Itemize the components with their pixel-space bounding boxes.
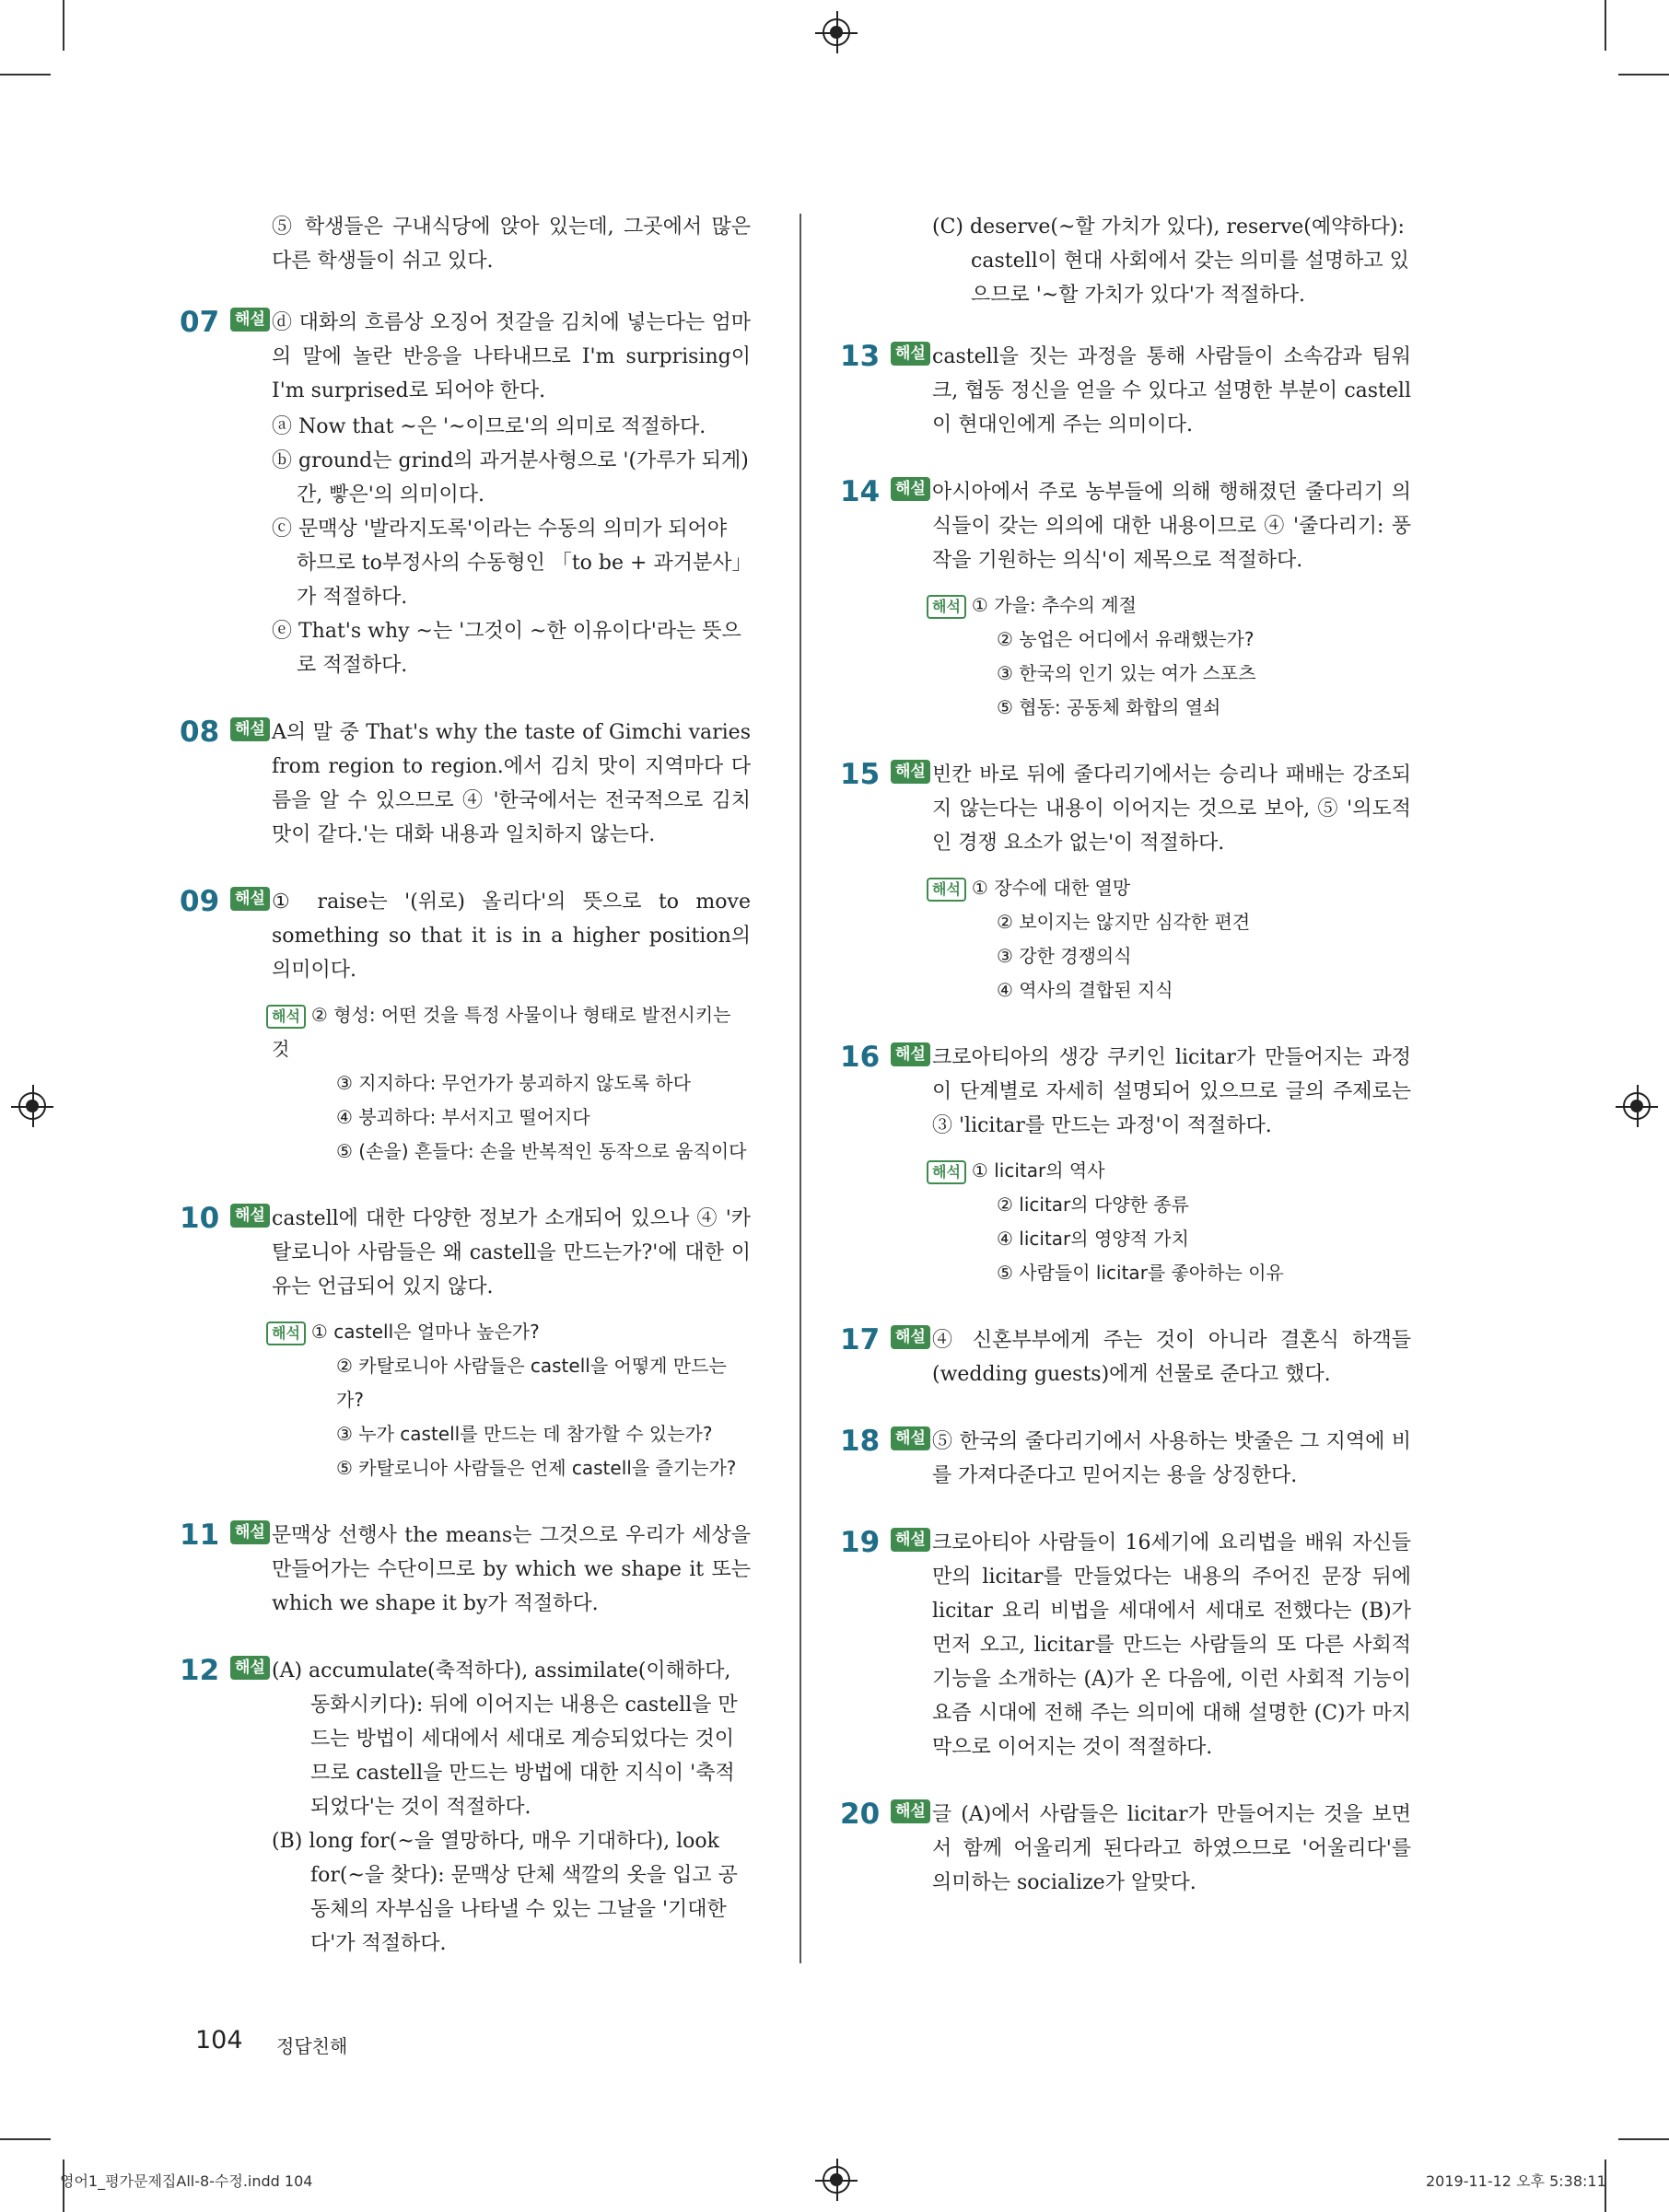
- question-19: [840, 1526, 1411, 1764]
- question-number: 16: [840, 1041, 881, 1074]
- question-number: 14: [840, 475, 881, 508]
- option-translation: ② licitar의 다양한 종류: [997, 1193, 1189, 1216]
- question-number: 13: [840, 340, 881, 373]
- right-column: [840, 210, 1411, 1933]
- crop-mark: [1605, 0, 1606, 51]
- answer-text: ⑤ 한국의 줄다리기에서 사용하는 밧줄은 그 지역에 비를 가져다준다고 믿어지는 용을 상징한다.: [932, 1430, 1411, 1487]
- explanation-badge: 해설: [891, 342, 930, 366]
- answer-text: A의 말 중 That's why the taste of Gimchi varies from region to region.에서 김치 맛이 지역마다 다름을 알 수 있으므로 ④ '한국에서는 전국적으로 김치 맛이 같다.'는 대화 내용과 일치하지 않는다.: [272, 721, 751, 846]
- option-translation: ③ 한국의 인기 있는 여가 스포츠: [997, 662, 1256, 684]
- question-number: 18: [840, 1425, 881, 1458]
- option-translation: ① 장수에 대한 열망: [971, 877, 1131, 899]
- question-20: [840, 1798, 1411, 1900]
- option-translation: ③ 지지하다: 무언가가 붕괴하지 않도록 하다: [336, 1072, 691, 1094]
- explanation-badge: 해설: [891, 1325, 930, 1349]
- explanation-badge: 해설: [230, 1520, 270, 1544]
- question-15: [840, 758, 1411, 1007]
- sub-point: (C) deserve(~할 가치가 있다), reserve(예약하다): castell이 현대 사회에서 갖는 의미를 설명하고 있으므로 '~할 가치가 있다'가 적절하다.: [932, 215, 1409, 307]
- translation-badge: 해석: [266, 1005, 306, 1029]
- page-number: 104: [195, 2026, 243, 2055]
- option-translation: ① 가을: 추수의 계절: [971, 594, 1137, 616]
- option-translation: ② 카탈로니아 사람들은 castell을 어떻게 만드는가?: [336, 1355, 727, 1411]
- explanation-badge: 해설: [230, 1204, 270, 1228]
- question-10: [180, 1202, 751, 1485]
- question-16: [840, 1041, 1411, 1290]
- crop-mark: [0, 2138, 51, 2140]
- option-translation: ② 보이지는 않지만 심각한 편견: [997, 911, 1251, 933]
- option-translation: ③ 누가 castell를 만드는 데 참가할 수 있는가?: [336, 1423, 713, 1445]
- answer-text: ⑤ 학생들은 구내식당에 앉아 있는데, 그곳에서 많은 다른 학생들이 쉬고 있다.: [272, 215, 751, 273]
- question-12: [180, 1654, 751, 1961]
- explanation-badge: 해설: [230, 887, 270, 911]
- answer-text: ① raise는 '(위로) 올리다'의 뜻으로 to move something so that it is in a higher position의 의미이다.: [272, 891, 751, 982]
- question-14: [840, 475, 1411, 725]
- sub-point: (B) long for(~을 열망하다, 매우 기대하다), look for(~을 찾다): 문맥상 단체 색깔의 옷을 입고 공동체의 자부심을 나타낼 수 있는 그날을 '기대한다'가 적절하다.: [272, 1830, 738, 1955]
- registration-mark-icon: [18, 1092, 46, 1120]
- footer-label: 정답친해: [276, 2035, 348, 2057]
- question-09: [180, 885, 751, 1169]
- question-number: 17: [840, 1323, 881, 1356]
- sub-point: ⓑ ground는 grind의 과거분사형으로 '(가루가 되게) 간, 빻은'의 의미이다.: [272, 449, 749, 506]
- option-translation: ① licitar의 역사: [971, 1159, 1105, 1182]
- answer-text: 크로아티아 사람들이 16세기에 요리법을 배워 자신들만의 licitar를 만들었다는 내용의 주어진 문장 뒤에 licitar 요리 비법을 세대에서 세대로 전했다는 (B)가 먼저 오고, licitar를 만드는 사람들의 또 다른 사회적 기능을 소개하는 (A)가 온 다음에, 이런 사회적 기능이 요즘 시대에 전해 주는 의미에 대해 설명한 (C)가 마지막으로 이어지는 것이 적절하다.: [932, 1531, 1411, 1759]
- translation-badge: 해석: [927, 878, 966, 902]
- option-translation: ④ licitar의 영양적 가치: [997, 1228, 1189, 1250]
- option-translation: ⑤ 카탈로니아 사람들은 언제 castell을 즐기는가?: [336, 1457, 737, 1479]
- question-number: 19: [840, 1526, 881, 1559]
- explanation-badge: 해설: [230, 1656, 270, 1680]
- option-translation: ② 농업은 어디에서 유래했는가?: [997, 628, 1255, 650]
- crop-mark: [1618, 74, 1669, 76]
- question-number: 08: [180, 716, 220, 749]
- question-17: [840, 1323, 1411, 1391]
- registration-mark-icon: [823, 2166, 850, 2194]
- registration-mark-icon: [1623, 1092, 1651, 1120]
- option-translation: ⑤ (손을) 흔들다: 손을 반복적인 동작으로 움직이다: [336, 1140, 747, 1162]
- explanation-badge: 해설: [891, 1799, 930, 1823]
- answer-text: 크로아티아의 생강 쿠키인 licitar가 만들어지는 과정이 단계별로 자세히 설명되어 있으므로 글의 주제로는 ③ 'licitar를 만드는 과정'이 적절하다.: [932, 1046, 1411, 1137]
- column-divider: [799, 214, 801, 1963]
- question-07: [180, 306, 751, 682]
- question-18: [840, 1425, 1411, 1493]
- explanation-badge: 해설: [891, 1426, 930, 1450]
- print-slug-timestamp: 2019-11-12 오후 5:38:11: [1426, 2172, 1606, 2190]
- sub-point: ⓔ That's why ~는 '그것이 ~한 이유이다'라는 뜻으로 적절하다.: [272, 620, 741, 677]
- sub-point: ⓒ 문맥상 '발라지도록'이라는 수동의 의미가 되어야 하므로 to부정사의 수동형인 「to be + 과거분사」가 적절하다.: [272, 518, 742, 609]
- registration-mark-icon: [823, 18, 850, 46]
- option-translation: ④ 역사의 결합된 지식: [997, 979, 1173, 1001]
- sub-point: (A) accumulate(축적하다), assimilate(이해하다, 동화시키다): 뒤에 이어지는 내용은 castell을 만드는 방법이 세대에서 세대로 계승되었다는 것이므로 castell을 만드는 방법에 대한 지식이 '축적되었다'는 것이 적절하다.: [272, 1659, 738, 1819]
- explanation-badge: 해설: [891, 760, 930, 784]
- q06-tail: [180, 210, 751, 278]
- answer-text: 문맥상 선행사 the means는 그것으로 우리가 세상을 만들어가는 수단이므로 by which we shape it 또는 which we shape it by가 적절하다.: [272, 1524, 751, 1615]
- question-number: 07: [180, 306, 220, 339]
- translation-badge: 해석: [927, 1160, 966, 1184]
- question-number: 09: [180, 885, 220, 918]
- sub-point: ⓐ Now that ~은 '~이므로'의 의미로 적절하다.: [272, 415, 706, 438]
- question-11: [180, 1519, 751, 1621]
- print-slug-filename: 영어1_평가문제집All-8-수정.indd 104: [60, 2172, 313, 2190]
- answer-text: ⓓ 대화의 흐름상 오징어 젓갈을 김치에 넣는다는 엄마의 말에 놀란 반응을 나타내므로 I'm surprising이 I'm surprised로 되어야 한다.: [272, 311, 751, 402]
- explanation-badge: 해설: [230, 717, 270, 741]
- answer-text: castell에 대한 다양한 정보가 소개되어 있으나 ④ '카탈로니아 사람들은 왜 castell을 만드는가?'에 대한 이유는 언급되어 있지 않다.: [272, 1207, 751, 1298]
- explanation-badge: 해설: [891, 477, 930, 501]
- option-translation: ② 형성: 어떤 것을 특정 사물이나 형태로 발전시키는 것: [272, 1004, 731, 1060]
- option-translation: ⑤ 사람들이 licitar를 좋아하는 이유: [997, 1262, 1284, 1284]
- question-number: 20: [840, 1798, 881, 1831]
- crop-mark: [0, 74, 51, 76]
- option-translation: ④ 붕괴하다: 부서지고 떨어지다: [336, 1106, 590, 1128]
- crop-mark: [63, 0, 64, 51]
- question-number: 15: [840, 758, 881, 791]
- question-number: 10: [180, 1202, 220, 1235]
- answer-text: ④ 신혼부부에게 주는 것이 아니라 결혼식 하객들(wedding guests)에게 선물로 준다고 했다.: [932, 1329, 1411, 1386]
- question-number: 12: [180, 1654, 220, 1687]
- explanation-badge: 해설: [891, 1042, 930, 1066]
- left-column: [180, 210, 751, 1994]
- option-translation: ③ 강한 경쟁의식: [997, 945, 1132, 967]
- answer-text: 아시아에서 주로 농부들에 의해 행해졌던 줄다리기 의식들이 갖는 의의에 대한 내용이므로 ④ '줄다리기: 풍작을 기원하는 의식'이 제목으로 적절하다.: [932, 481, 1411, 572]
- option-translation: ① castell은 얼마나 높은가?: [310, 1321, 540, 1343]
- question-13: [840, 340, 1411, 442]
- crop-mark: [1618, 2138, 1669, 2140]
- answer-text: 빈칸 바로 뒤에 줄다리기에서는 승리나 패배는 강조되지 않는다는 내용이 이어지는 것으로 보아, ⑤ '의도적인 경쟁 요소가 없는'이 적절하다.: [932, 763, 1411, 855]
- translation-badge: 해석: [266, 1321, 306, 1345]
- translation-badge: 해석: [927, 595, 966, 619]
- option-translation: ⑤ 협동: 공동체 화합의 열쇠: [997, 696, 1221, 718]
- question-08: [180, 716, 751, 852]
- answer-text: 글 (A)에서 사람들은 licitar가 만들어지는 것을 보면서 함께 어울리게 된다라고 하였으므로 '어울리다'를 의미하는 socialize가 알맞다.: [932, 1803, 1411, 1894]
- question-number: 11: [180, 1519, 220, 1552]
- explanation-badge: 해설: [891, 1528, 930, 1552]
- q12-tail: [840, 210, 1411, 312]
- answer-text: castell을 짓는 과정을 통해 사람들이 소속감과 팀워크, 협동 정신을 얻을 수 있다고 설명한 부분이 castell이 현대인에게 주는 의미이다.: [932, 345, 1411, 437]
- explanation-badge: 해설: [230, 308, 270, 332]
